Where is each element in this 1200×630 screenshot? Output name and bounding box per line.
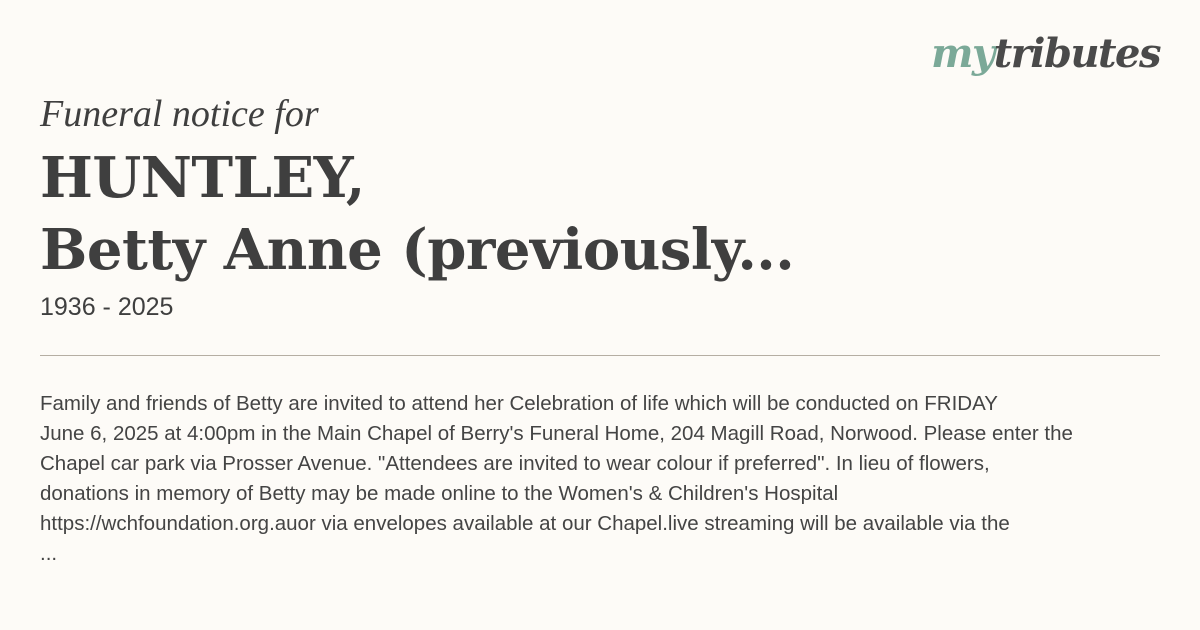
notice-body-line: Family and friends of Betty are invited to attend her Celebration of life which will be conducted on FRIDAY <box>40 392 998 415</box>
notice-prefix: Funeral notice for <box>40 93 319 135</box>
deceased-name <box>40 142 920 286</box>
mytributes-logo[interactable] <box>931 30 1160 77</box>
divider <box>40 355 1160 356</box>
notice-body-line: https://wchfoundation.org.auor via envelopes available at our Chapel.live streaming will be available via the <box>40 512 1010 535</box>
notice-body-ellipsis: ... <box>40 542 58 565</box>
deceased-name-line-1: HUNTLEY, <box>40 145 365 211</box>
logo-my: my <box>931 30 994 77</box>
notice-heading <box>40 92 920 286</box>
logo-tributes: tributes <box>993 30 1160 77</box>
notice-body <box>40 389 1160 569</box>
notice-body-line: Chapel car park via Prosser Avenue. "Attendees are invited to wear colour if preferred". In lieu of flowers, <box>40 452 990 475</box>
notice-body-line: donations in memory of Betty may be made online to the Women's & Children's Hospital <box>40 482 839 505</box>
notice-body-line: June 6, 2025 at 4:00pm in the Main Chapel of Berry's Funeral Home, 204 Magill Road, Norwood. Please enter the <box>40 422 1073 445</box>
life-years: 1936 - 2025 <box>40 293 174 321</box>
deceased-name-line-2: Betty Anne (previously... <box>40 217 795 283</box>
